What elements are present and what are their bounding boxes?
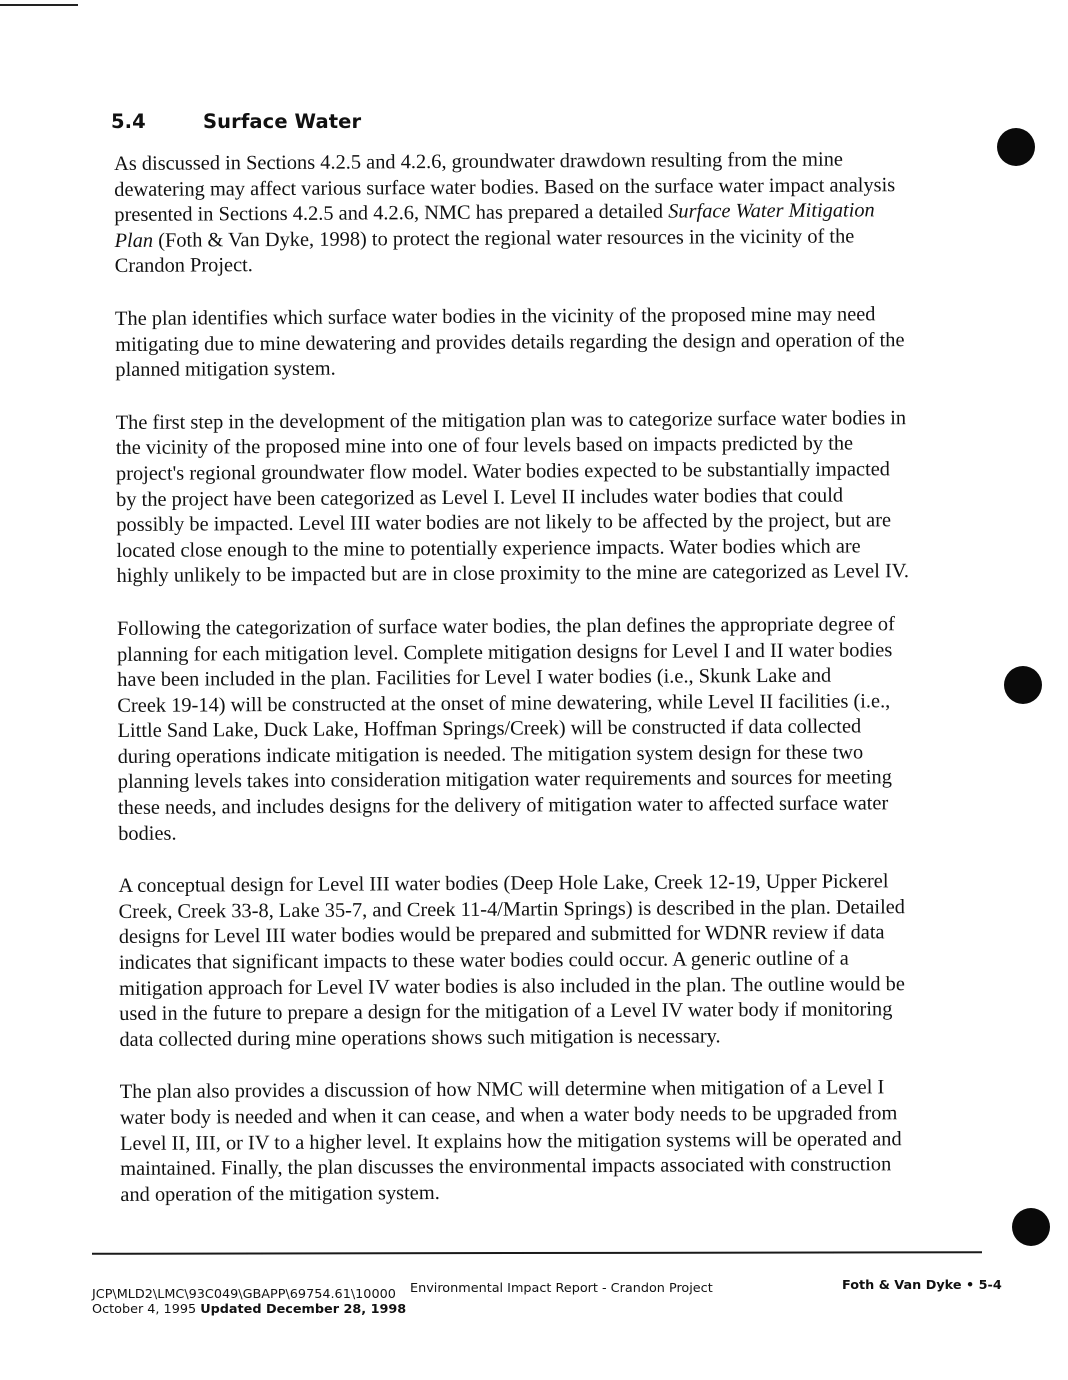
text-line: and operation of the mitigation system. — [120, 1181, 440, 1206]
text-line: As discussed in Sections 4.2.5 and 4.2.6, groundwater drawdown resulting from the mine — [114, 148, 843, 175]
text-line: The plan also provides a discussion of how NMC will determine when mitigation of a Level I — [119, 1076, 885, 1104]
text-line: The first step in the development of the mitigation plan was to categorize surface water bodies in — [115, 406, 907, 434]
footer-dates — [92, 1302, 406, 1317]
paragraph-4 — [117, 612, 954, 847]
text-line: these needs, and includes designs for the delivery of mitigation water to affected surface water — [117, 792, 889, 820]
paragraph-5 — [118, 869, 955, 1053]
footer-date-original: October 4, 1995 — [92, 1302, 197, 1317]
text-line: planning for each mitigation level. Complete mitigation designs for Level I and II water bodies — [117, 638, 893, 666]
text-line: Level II, III, or IV to a higher level. It explains how the mitigation systems will be operated and — [119, 1127, 902, 1155]
footer-date-updated: Updated December 28, 1998 — [200, 1302, 407, 1317]
text-line: The plan identifies which surface water bodies in the vicinity of the proposed mine may need — [114, 303, 876, 330]
text-span: presented in Sections 4.2.5 and 4.2.6, NMC has prepared a detailed — [114, 200, 669, 227]
text-line: water body is needed and when it can cease, and when a water body needs to be upgraded from — [119, 1102, 898, 1129]
text-line: Little Sand Lake, Duck Lake, Hoffman Springs/Creek) will be constructed if data collected — [117, 715, 862, 743]
text-line: designs for Level III water bodies would be prepared and submitted for WDNR review if data — [118, 921, 885, 949]
text-line: during operations indicate mitigation is needed. The mitigation system design for these two — [117, 741, 864, 768]
section-heading — [111, 110, 361, 133]
footer-file-path: JCP\MLD2\LMC\93C049\GBAPP\69754.61\10000 — [92, 1287, 396, 1302]
text-line: Crandon Project. — [114, 254, 253, 278]
italic-plan-title: Surface Water Mitigation — [668, 199, 875, 223]
paragraph-1 — [114, 147, 951, 280]
text-line: Creek 19-14) will be constructed at the onset of mine dewatering, while Level II facilities (i.e., — [117, 689, 891, 717]
text-line: the vicinity of the proposed mine into one of four levels based on impacts predicted by the — [115, 432, 854, 460]
italic-plan-title-cont: Plan — [114, 229, 154, 252]
body-text — [114, 147, 957, 1235]
text-line: planning levels takes into consideration mitigation water requirements and sources for meeting — [117, 766, 892, 794]
section-title: Surface Water — [203, 110, 362, 133]
text-line: used in the future to prepare a design for the mitigation of a Level IV water body if monitoring — [119, 998, 893, 1026]
punch-hole-top — [997, 128, 1035, 166]
punch-hole-bottom — [1012, 1208, 1050, 1246]
footer-company-page: Foth & Van Dyke • 5-4 — [842, 1278, 1002, 1293]
text-line: indicates that significant impacts to these water bodies could occur. A generic outline of a — [118, 947, 849, 975]
text-line: A conceptual design for Level III water bodies (Deep Hole Lake, Creek 12-19, Upper Pickerel — [118, 870, 889, 898]
text-line: mitigation approach for Level IV water bodies is also included in the plan. The outline would be — [119, 972, 905, 1000]
punch-hole-middle — [1004, 666, 1042, 704]
paragraph-6 — [120, 1075, 957, 1208]
text-line: dewatering may affect various surface water bodies. Based on the surface water impact analysis — [114, 173, 896, 201]
text-line: possibly be impacted. Level III water bodies are not likely to be affected by the project, but are — [116, 509, 892, 537]
text-line: have been included in the plan. Facilities for Level I water bodies (i.e., Skunk Lake and — [117, 664, 832, 692]
section-number: 5.4 — [111, 110, 146, 133]
paragraph-3 — [116, 406, 953, 590]
top-edge-rule — [0, 4, 78, 6]
paragraph-2 — [115, 302, 951, 384]
text-line: Following the categorization of surface water bodies, the plan defines the appropriate degree of — [116, 613, 895, 640]
text-line: project's regional groundwater flow model. Water bodies expected to be substantially impacted — [115, 458, 891, 485]
text-line: mitigating due to mine dewatering and provides details regarding the design and operation of the — [115, 328, 905, 356]
text-line: highly unlikely to be impacted but are in close proximity to the mine are categorized as Level IV. — [116, 560, 910, 588]
text-line: planned mitigation system. — [115, 357, 336, 382]
footer-rule — [92, 1251, 982, 1255]
text-line: Creek, Creek 33-8, Lake 35-7, and Creek 11-4/Martin Springs) is described in the plan. Detailed — [118, 896, 906, 923]
text-line: by the project have been categorized as Level I. Level II includes water bodies that could — [116, 484, 844, 511]
text-line: bodies. — [118, 822, 177, 845]
footer-report-title: Environmental Impact Report - Crandon Project — [410, 1281, 713, 1296]
text-span: (Foth & Van Dyke, 1998) to protect the regional water resources in the vicinity of the — [158, 225, 855, 252]
text-line: data collected during mine operations shows such mitigation is necessary. — [119, 1025, 721, 1051]
text-line: located close enough to the mine to potentially experience impacts. Water bodies which are — [116, 535, 861, 562]
text-line: maintained. Finally, the plan discusses the environmental impacts associated with construction — [120, 1153, 892, 1181]
